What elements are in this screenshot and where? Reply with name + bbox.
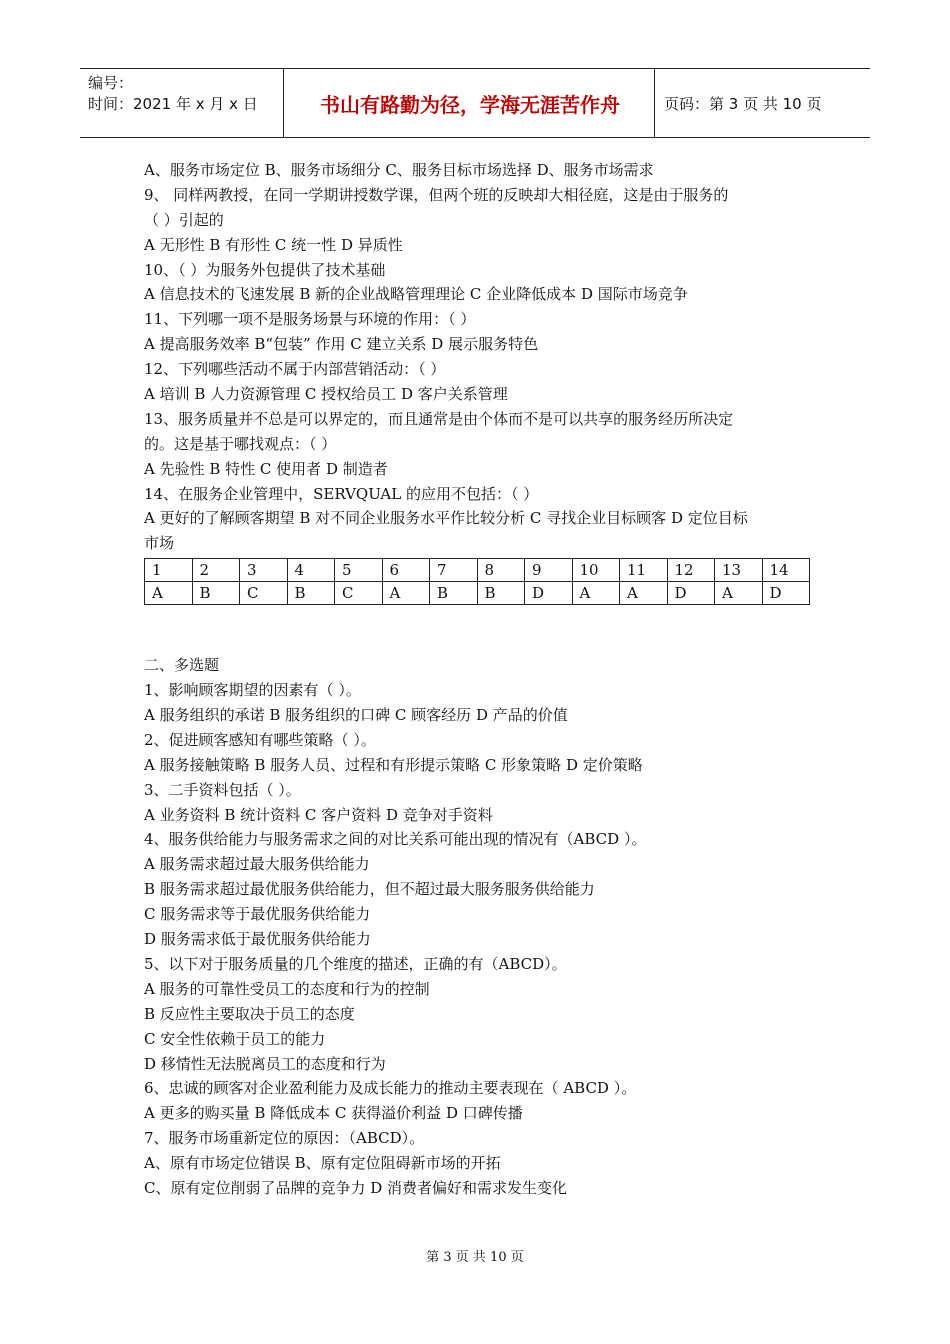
answer-table-answer: D <box>525 582 573 605</box>
text-line: 2、促进顾客感知有哪些策略（ ）。 <box>144 730 376 749</box>
text-line: 1、影响顾客期望的因素有（ ）。 <box>144 681 361 700</box>
text-line: 5、以下对于服务质量的几个维度的描述，正确的有（ABCD）。 <box>144 954 567 973</box>
text-line: A 信息技术的飞速发展 B 新的企业战略管理理论 C 企业降低成本 D 国际市场竞争 <box>144 285 688 304</box>
header-divider <box>283 69 284 137</box>
page-footer: 第 3 页 共 10 页 <box>426 1250 524 1265</box>
text-line: A 无形性 B 有形性 C 统一性 D 异质性 <box>144 235 403 254</box>
answer-table-answer: A <box>145 582 193 605</box>
text-line: A 服务的可靠性受员工的态度和行为的控制 <box>144 979 430 998</box>
header-motto: 书山有路勤为径，学海无涯苦作舟 <box>320 92 620 117</box>
answer-table-answer-row <box>145 582 810 605</box>
text-line: 10、（ ）为服务外包提供了技术基础 <box>144 260 386 279</box>
text-line: 12、下列哪些活动不属于内部营销活动：（ ） <box>144 360 446 379</box>
text-line: D 移情性无法脱离员工的态度和行为 <box>144 1054 386 1073</box>
answer-table-question-number: 10 <box>572 559 620 582</box>
answer-table <box>144 558 810 605</box>
answer-table-question-number: 1 <box>145 559 193 582</box>
header-page-number: 页码：第 3 页 共 10 页 <box>664 95 822 113</box>
text-line: A、原有市场定位错误 B、原有定位阻碍新市场的开拓 <box>144 1154 501 1173</box>
text-line: 的。这是基于哪找观点：（ ） <box>144 434 337 453</box>
document-date: 时间：2021 年 x 月 x 日 <box>88 95 258 113</box>
answer-table-question-number: 6 <box>382 559 430 582</box>
text-line: A 提高服务效率 B“包装” 作用 C 建立关系 D 展示服务特色 <box>144 335 539 354</box>
text-line: C、原有定位削弱了品牌的竞争力 D 消费者偏好和需求发生变化 <box>144 1178 568 1197</box>
answer-table-answer: B <box>430 582 478 605</box>
single-choice-section <box>144 158 834 556</box>
answer-table-question-number: 9 <box>525 559 573 582</box>
answer-table-question-number: 5 <box>335 559 383 582</box>
answer-table-question-number: 2 <box>192 559 240 582</box>
text-line: 3、二手资料包括（ ）。 <box>144 780 301 799</box>
answer-table-answer: C <box>240 582 288 605</box>
document-body <box>144 158 834 1201</box>
text-line: C 安全性依赖于员工的能力 <box>144 1029 326 1048</box>
text-line: A 服务需求超过最大服务供给能力 <box>144 855 370 874</box>
text-line: 13、服务质量并不总是可以界定的，而且通常是由个体而不是可以共享的服务经历所决定 <box>144 409 734 428</box>
multiple-choice-section <box>144 653 834 1201</box>
text-line: 市场 <box>144 534 175 553</box>
answer-table-answer: A <box>382 582 430 605</box>
text-line: 6、忠诚的顾客对企业盈利能力及成长能力的推动主要表现在（ ABCD ）。 <box>144 1079 637 1098</box>
answer-table-question-number: 3 <box>240 559 288 582</box>
text-line: A 更多的购买量 B 降低成本 C 获得溢价利益 D 口碑传播 <box>144 1104 523 1123</box>
answer-table-answer: C <box>335 582 383 605</box>
header-meta <box>88 73 258 115</box>
text-line: 11、下列哪一项不是服务场景与环境的作用：（ ） <box>144 310 476 329</box>
text-line: 14、在服务企业管理中，SERVQUAL 的应用不包括：（ ） <box>144 484 539 503</box>
page-header <box>80 68 870 138</box>
text-line: A 先验性 B 特性 C 使用者 D 制造者 <box>144 459 388 478</box>
answer-table-answer: B <box>477 582 525 605</box>
answer-table-answer: D <box>762 582 810 605</box>
document-number-label: 编号： <box>88 74 134 92</box>
answer-table-answer: A <box>620 582 668 605</box>
text-line: （ ）引起的 <box>144 210 224 229</box>
answer-table-question-number: 14 <box>762 559 810 582</box>
text-line: D 服务需求低于最优服务供给能力 <box>144 930 371 949</box>
answer-table-question-number: 11 <box>620 559 668 582</box>
answer-table-answer: A <box>715 582 763 605</box>
text-line: A、服务市场定位 B、服务市场细分 C、服务目标市场选择 D、服务市场需求 <box>144 161 654 179</box>
answer-table-answer: B <box>192 582 240 605</box>
text-line: A 服务接触策略 B 服务人员、过程和有形提示策略 C 形象策略 D 定价策略 <box>144 755 643 774</box>
answer-table-question-number: 4 <box>287 559 335 582</box>
answer-table-question-number: 12 <box>667 559 715 582</box>
answer-table-question-number: 8 <box>477 559 525 582</box>
text-line: B 反应性主要取决于员工的态度 <box>144 1004 355 1023</box>
text-line: 4、服务供给能力与服务需求之间的对比关系可能出现的情况有（ABCD ）。 <box>144 830 647 849</box>
text-line: 二、多选题 <box>144 656 220 675</box>
text-line: A 业务资料 B 统计资料 C 客户资料 D 竞争对手资料 <box>144 805 493 824</box>
text-line: 9、 同样两教授，在同一学期讲授数学课，但两个班的反映却大相径庭，这是由于服务的 <box>144 185 729 204</box>
answer-table-answer: D <box>667 582 715 605</box>
answer-table-question-number: 13 <box>715 559 763 582</box>
answer-table-answer: A <box>572 582 620 605</box>
header-divider <box>654 69 655 137</box>
text-line: A 服务组织的承诺 B 服务组织的口碑 C 顾客经历 D 产品的价值 <box>144 706 568 725</box>
text-line: A 更好的了解顾客期望 B 对不同企业服务水平作比较分析 C 寻找企业目标顾客 D 定位目标 <box>144 509 748 528</box>
text-line: A 培训 B 人力资源管理 C 授权给员工 D 客户关系管理 <box>144 385 508 404</box>
answer-table-question-number: 7 <box>430 559 478 582</box>
text-line: C 服务需求等于最优服务供给能力 <box>144 905 371 924</box>
answer-table-number-row <box>145 559 810 582</box>
text-line: B 服务需求超过最优服务供给能力，但不超过最大服务服务供给能力 <box>144 880 595 899</box>
text-line: 7、服务市场重新定位的原因：（ABCD）。 <box>144 1129 425 1148</box>
answer-table-answer: B <box>287 582 335 605</box>
